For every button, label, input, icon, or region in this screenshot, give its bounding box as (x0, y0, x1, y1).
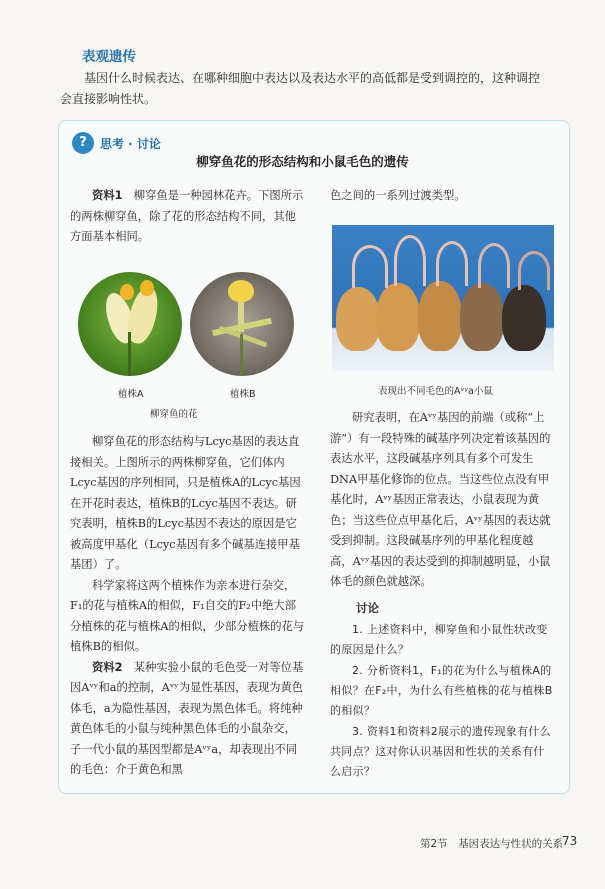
paragraph-lcyc: 柳穿鱼花的形态结构与Lcyc基因的表达直接相关。上图所示的两株柳穿鱼，它们体内Lcyc基因的序列相同，只是植株A的Lcyc基因在开花时表达，植株B的Lcyc基因不表达。研究表明，植株B的Lcyc基因不表达的原因是它被高度甲基化（Lcyc基因有多个碱基连接甲基基团）了。 (70, 435, 301, 571)
question-3: 3. 资料1和资料2展示的遗传现象有什么共同点？这对你认识基因和性状的关系有什么启示？ (330, 725, 551, 778)
paragraph-methylation: 研究表明，在Aᵛʸ基因的前端（或称“上游”）有一段特殊的碱基序列决定着该基因的表达水平，这段碱基序列具有多个可发生DNA甲基化修饰的位点。当这些位点没有甲基化时，Aᵛʸ基因正常表达，小鼠表现为黄色；当这些位点甲基化后，Aᵛʸ基因的表达就受到抑制。这段碱基序列的甲基化程度越高，Aᵛʸ基因的表达受到的抑制越明显，小鼠体毛的颜色就越深。 (330, 411, 551, 588)
footer-chapter: 第2节 基因表达与性状的关系 (420, 838, 564, 850)
question-1: 1. 上述资料中，柳穿鱼和小鼠性状改变的原因是什么？ (330, 623, 548, 656)
intro-paragraph (60, 68, 540, 110)
mice-caption: 表现出不同毛色的Aᵛʸa小鼠 (378, 386, 493, 397)
question-2: 2. 分析资料1，F₁的花为什么与植株A的相似？在F₂中，为什么有些植株的花与植株B的相似？ (330, 664, 553, 717)
intro-text: 基因什么时候表达、在哪种细胞中表达以及表达水平的高低都是受到调控的，这种调控会直接影响性状。 (60, 71, 541, 106)
discussion-heading: 讨论 (356, 601, 379, 615)
plant-a-photo (78, 272, 182, 376)
right-column-body (330, 408, 555, 593)
discussion-questions (330, 620, 555, 783)
material1-text: 柳穿鱼是一种园林花卉。下图所示的两株柳穿鱼，除了花的形态结构不同，其他方面基本相同。 (70, 189, 304, 243)
material1-heading: 资料1 (92, 189, 123, 202)
mice-photo (332, 225, 554, 371)
paragraph-cross: 科学家将这两个植株作为亲本进行杂交，F₁的花与植株A的相似，F₁自交的F₂中绝大部分植株的花与植株A的相似，少部分植株的花与植株B的相似。 (70, 578, 305, 653)
caption-plant-b: 植株B (230, 389, 256, 400)
lightbulb-icon: ? (72, 132, 94, 154)
left-column-body (70, 432, 305, 781)
figure-caption-toadflax: 柳穿鱼的花 (150, 409, 198, 420)
left-column-material1 (70, 186, 305, 248)
material2-text: 某种实验小鼠的毛色受一对等位基因Aᵛʸ和a的控制，Aᵛʸ为显性基因，表现为黄色体毛，a为隐性基因，表现为黑色体毛。将纯种黄色体毛的小鼠与纯种黑色体毛的小鼠杂交，子一代小鼠的基因型都是Aᵛʸa，却表现出不同的毛色：介于黄色和黑 (70, 660, 304, 776)
plant-b-photo (190, 272, 294, 376)
think-discuss-label: 思考 · 讨论 (100, 137, 161, 151)
material2-heading: 资料2 (92, 660, 123, 674)
right-column-continuation (330, 186, 555, 207)
box-title: 柳穿鱼花的形态结构和小鼠毛色的遗传 (196, 154, 409, 169)
caption-plant-a: 植株A (118, 389, 144, 400)
section-title: 表观遗传 (82, 49, 136, 65)
page-number: 73 (562, 834, 578, 848)
toadflax-photos (78, 272, 293, 382)
continuation-text: 色之间的一系列过渡类型。 (330, 189, 466, 202)
